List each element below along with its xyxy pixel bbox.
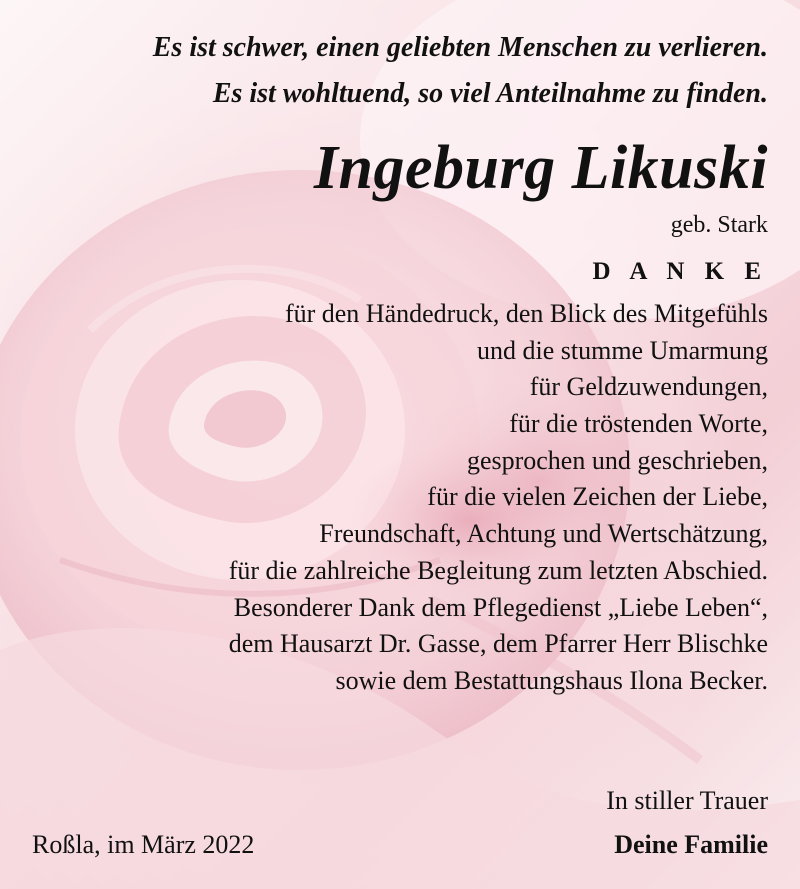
thanks-line: dem Hausarzt Dr. Gasse, dem Pfarrer Herr Blischke xyxy=(228,629,768,659)
place-date: Roßla, im März 2022 xyxy=(32,830,255,859)
thanks-heading: D A N K E xyxy=(592,258,768,285)
thanks-line: für den Händedruck, den Blick des Mitgefühls xyxy=(284,299,768,328)
thanks-line: für Geldzuwendungen, xyxy=(529,372,768,402)
thanks-text xyxy=(8,296,768,700)
thanks-line: Freundschaft, Achtung und Wertschätzung, xyxy=(319,519,768,549)
quote-line-1: Es ist schwer, einen geliebten Menschen zu verlieren. xyxy=(152,32,768,63)
mourning-line: In stiller Trauer xyxy=(606,786,768,815)
thanks-line: für die vielen Zeichen der Liebe, xyxy=(427,482,768,512)
quote-line-2: Es ist wohltuend, so viel Anteilnahme zu finden. xyxy=(212,78,768,109)
thanks-line: und die stumme Umarmung xyxy=(476,335,768,365)
signature: Deine Familie xyxy=(614,830,768,859)
thanks-line: Besonderer Dank dem Pflegedienst „Liebe Leben“, xyxy=(233,592,768,622)
thanks-line: gesprochen und geschrieben, xyxy=(466,445,768,475)
thanks-line: für die zahlreiche Begleitung zum letzten Abschied. xyxy=(228,555,768,585)
deceased-name: Ingeburg Likuski xyxy=(313,134,768,202)
birth-name: geb. Stark xyxy=(670,212,768,238)
thanks-line: sowie dem Bestattungshaus Ilona Becker. xyxy=(335,665,768,695)
thanks-line: für die tröstenden Worte, xyxy=(509,409,768,439)
